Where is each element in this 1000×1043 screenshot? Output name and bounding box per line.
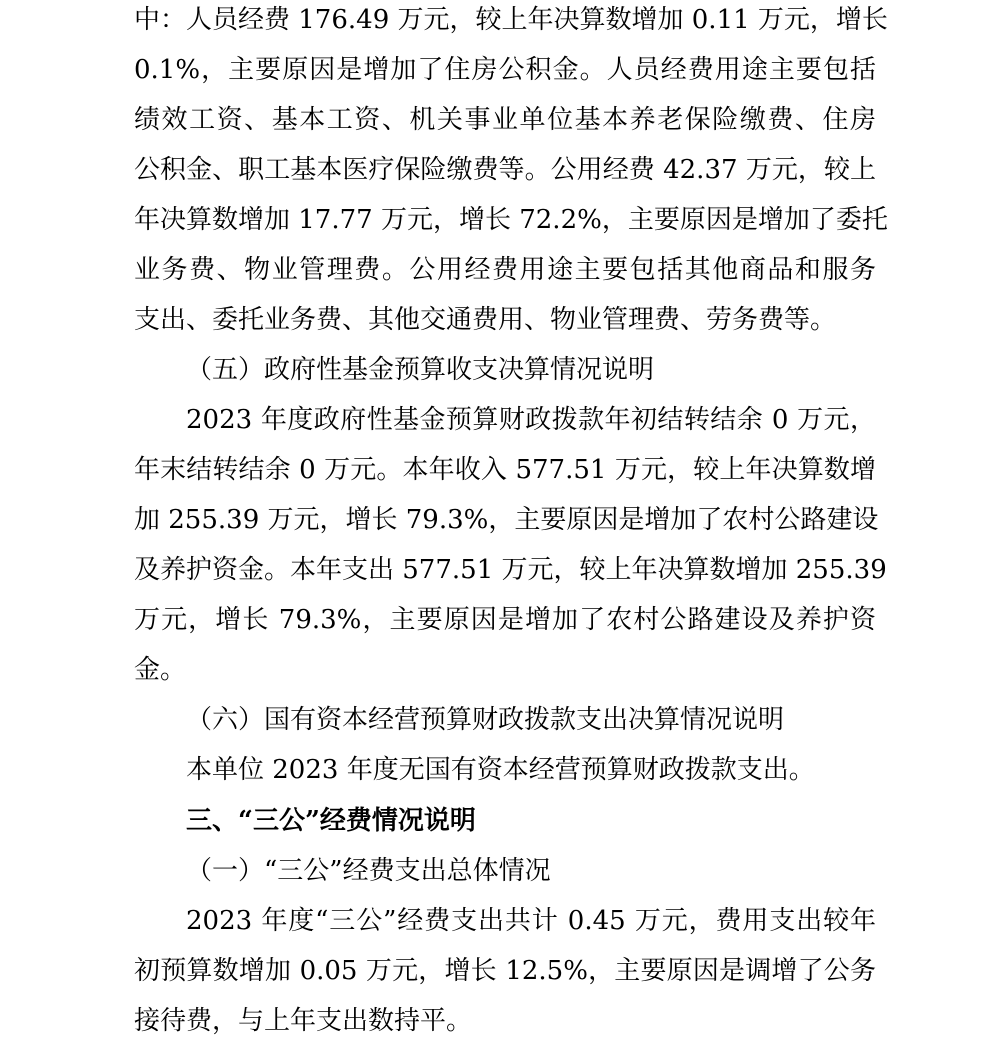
para-fund-line-2: 年末结转结余 0 万元。本年收入 577.51 万元，较上年决算数增	[134, 455, 876, 485]
subsection-heading-1: （一）“三公”经费支出总体情况	[186, 856, 551, 886]
para-fund-line-6: 金。	[134, 655, 187, 685]
para-personnel-line-4: 公积金、职工基本医疗保险缴费等。公用经费 42.37 万元，较上	[134, 155, 876, 185]
para-three-public-line-2: 初预算数增加 0.05 万元，增长 12.5%，主要原因是调增了公务	[134, 956, 876, 986]
para-fund-line-5: 万元，增长 79.3%，主要原因是增加了农村公路建设及养护资	[134, 605, 876, 635]
para-three-public-line-1: 2023 年度“三公”经费支出共计 0.45 万元，费用支出较年	[186, 906, 876, 936]
para-fund-line-4: 及养护资金。本年支出 577.51 万元，较上年决算数增加 255.39	[134, 555, 887, 585]
para-personnel-line-2: 0.1%，主要原因是增加了住房公积金。人员经费用途主要包括	[134, 55, 876, 85]
chapter-heading-3: 三、“三公”经费情况说明	[186, 806, 476, 836]
para-fund-line-3: 加 255.39 万元，增长 79.3%，主要原因是增加了农村公路建设	[134, 505, 879, 535]
para-personnel-line-6: 业务费、物业管理费。公用经费用途主要包括其他商品和服务	[134, 255, 876, 285]
para-personnel-line-7: 支出、委托业务费、其他交通费用、物业管理费、劳务费等。	[134, 305, 837, 335]
para-three-public-line-3: 接待费，与上年支出数持平。	[134, 1006, 473, 1036]
section-heading-5: （五）政府性基金预算收支决算情况说明	[186, 355, 655, 385]
section-heading-6: （六）国有资本经营预算财政拨款支出决算情况说明	[186, 705, 785, 735]
para-personnel-line-3: 绩效工资、基本工资、机关事业单位基本养老保险缴费、住房	[134, 105, 876, 135]
para-fund-line-1: 2023 年度政府性基金预算财政拨款年初结转结余 0 万元，	[186, 405, 876, 435]
para-personnel-line-1: 中：人员经费 176.49 万元，较上年决算数增加 0.11 万元，增长	[134, 5, 888, 35]
para-personnel-line-5: 年决算数增加 17.77 万元，增长 72.2%，主要原因是增加了委托	[134, 205, 888, 235]
para-state-capital: 本单位 2023 年度无国有资本经营预算财政拨款支出。	[186, 755, 815, 785]
